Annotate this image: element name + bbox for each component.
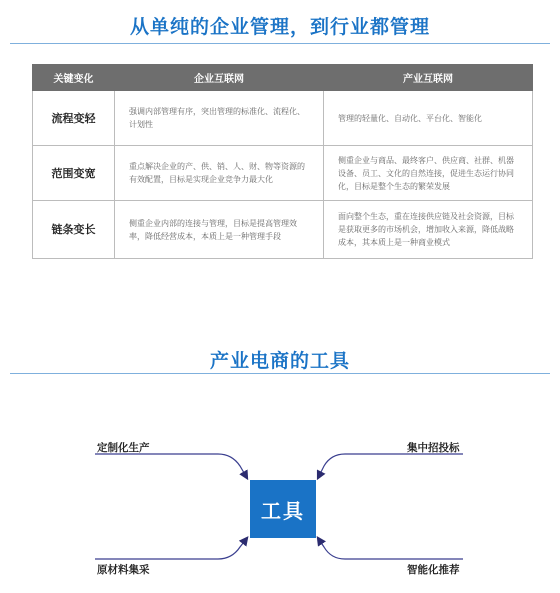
node-smart-recommendation: 智能化推荐 (407, 564, 460, 576)
title-divider (10, 43, 550, 44)
node-custom-production: 定制化生产 (97, 442, 150, 454)
industry-cell: 面向整个生态，重在连接供应链及社会资源，目标是获取更多的市场机会，增加收入来源，降低战略成本，其本质上是一种商业模式 (324, 201, 533, 259)
connector-top-left (95, 454, 247, 478)
title-divider (10, 373, 550, 374)
table-header-cell: 产业互联网 (324, 65, 533, 91)
table-header-cell: 关键变化 (33, 65, 115, 91)
node-centralized-bidding: 集中招投标 (407, 442, 460, 454)
enterprise-cell: 侧重企业内部的连接与管理，目标是提高管理效率，降低经营成本，本质上是一种管理手段 (115, 201, 324, 259)
node-raw-material-procurement: 原材料集采 (97, 564, 150, 576)
table-row (33, 91, 533, 146)
comparison-table (32, 64, 533, 259)
enterprise-cell: 重点解决企业的产、供、销、人、财、物等资源的有效配置，目标是实现企业竞争力最大化 (115, 146, 324, 201)
industry-cell: 侧重企业与商品、最终客户、供应商、社群、机器设备、员工、文化的自然连接，促进生态运行协同化，目标是整个生态的繁荣发展 (324, 146, 533, 201)
table-header-cell: 企业互联网 (115, 65, 324, 91)
connector-bottom-right (318, 538, 463, 559)
row-key: 流程变轻 (33, 91, 115, 146)
section-title-management: 从单纯的企业管理，到行业都管理 (129, 16, 430, 38)
connector-bottom-left (95, 538, 247, 559)
table-row (33, 201, 533, 259)
enterprise-cell: 强调内部管理有序，突出管理的标准化、流程化、计划性 (115, 91, 324, 146)
tools-center-box: 工具 (250, 480, 316, 538)
section-title-tools: 产业电商的工具 (209, 350, 350, 372)
row-key: 范围变宽 (33, 146, 115, 201)
table-header-row (33, 65, 533, 91)
industry-cell: 管理的轻量化、自动化、平台化、智能化 (324, 91, 533, 146)
row-key: 链条变长 (33, 201, 115, 259)
table-row (33, 146, 533, 201)
connector-top-right (318, 454, 463, 478)
